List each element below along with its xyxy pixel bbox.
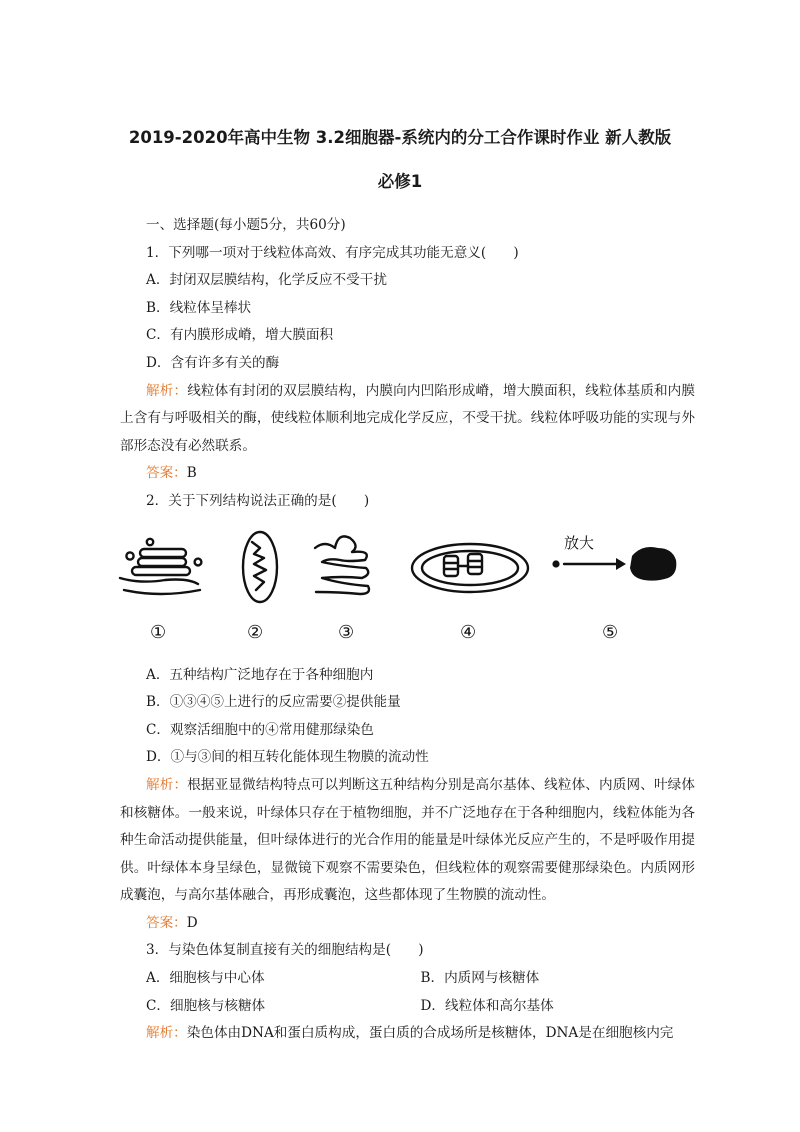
q2-answer: [120, 910, 695, 938]
q2-option-b: B．①③④⑤上进行的反应需要②提供能量: [146, 694, 401, 711]
figure-label-1: ①: [150, 621, 167, 643]
q1-option-d: D．含有许多有关的酶: [146, 354, 280, 371]
q2-option-d: D．①与③间的相互转化能体现生物膜的流动性: [146, 749, 429, 766]
q2-analysis-label: 解析：: [146, 776, 188, 793]
q3-options-row-1: [120, 965, 695, 993]
chloroplast-drawing: [412, 544, 528, 592]
q1-option-b: B．线粒体呈棒状: [146, 299, 252, 316]
title-line-1: 2019-2020年高中生物 3.2细胞器-系统内的分工合作课时作业 新人教版: [128, 128, 672, 147]
q2-option-c: C．观察活细胞中的④常用健那绿染色: [146, 721, 374, 738]
figure-arrow-label: 放大: [564, 533, 595, 552]
q3-options-row-2: [120, 993, 695, 1021]
q1-option-a: A．封闭双层膜结构，化学反应不受干扰: [146, 272, 387, 289]
document-title: [80, 116, 720, 204]
q3-stem: 3．与染色体复制直接有关的细胞结构是( ): [146, 942, 424, 959]
q3-option-d: D．线粒体和高尔基体: [420, 997, 554, 1014]
q1-stem: 1．下列哪一项对于线粒体高效、有序完成其功能无意义( ): [146, 244, 519, 261]
q3-option-b: B．内质网与核糖体: [420, 970, 540, 987]
q2-answer-label: 答案：: [146, 914, 187, 931]
figure-label-4: ④: [460, 621, 477, 643]
q1-analysis-label: 解析：: [146, 382, 188, 399]
q3-analysis-label: 解析：: [146, 1025, 187, 1042]
section-heading: 一、选择题(每小题5分，共60分): [146, 217, 346, 233]
q2-stem: 2．关于下列结构说法正确的是( ): [146, 492, 370, 509]
q1-analysis: [120, 378, 695, 461]
title-line-2: 必修1: [377, 172, 423, 191]
q1-analysis-text: 线粒体有封闭的双层膜结构，内膜向内凹陷形成嵴，增大膜面积，线粒体基质和内膜上含有与呼吸相关的酶，使线粒体顺利地完成化学反应，不受干扰。线粒体呼吸功能的实现与外部形态没有必然联系。: [120, 382, 695, 454]
q3-analysis-text: 染色体由DNA和蛋白质构成，蛋白质的合成场所是核糖体，DNA是在细胞核内完: [186, 1025, 674, 1042]
figure-label-5: ⑤: [602, 621, 619, 643]
organelle-figure: [120, 516, 695, 662]
q3-analysis: [120, 1020, 695, 1048]
er-drawing: [315, 536, 369, 594]
q3-option-a: A．细胞核与中心体: [146, 970, 265, 987]
q1-answer: [120, 460, 695, 488]
q1-answer-label: 答案：: [146, 465, 187, 482]
golgi-drawing: [120, 538, 201, 593]
figure-label-2: ②: [247, 621, 264, 643]
document-body: [120, 212, 695, 1048]
q2-answer-value: D: [186, 914, 198, 931]
q2-analysis-text: 根据亚显微结构特点可以判断这五种结构分别是高尔基体、线粒体、内质网、叶绿体和核糖体。一般来说，叶绿体只存在于植物细胞，并不广泛地存在于各种细胞内，线粒体能为各种生命活动提供能量，但叶绿体进行的光合作用的能量是叶绿体光反应产生的，不是呼吸作用提供。叶绿体本身呈绿色，显微镜下观察不需要染色，但线粒体的观察需要健那绿染色。内质网形成囊泡，与高尔基体融合，再形成囊泡，这些都体现了生物膜的流动性。: [120, 776, 695, 904]
q1-option-c: C．有内膜形成嵴，增大膜面积: [146, 327, 334, 344]
q2-option-a: A．五种结构广泛地存在于各种细胞内: [146, 666, 374, 683]
figure-label-3: ③: [338, 621, 355, 643]
q2-analysis: [120, 772, 695, 910]
q3-option-c: C．细胞核与核糖体: [146, 997, 266, 1014]
mitochondrion-drawing: [243, 532, 277, 602]
q1-answer-value: B: [186, 465, 197, 482]
